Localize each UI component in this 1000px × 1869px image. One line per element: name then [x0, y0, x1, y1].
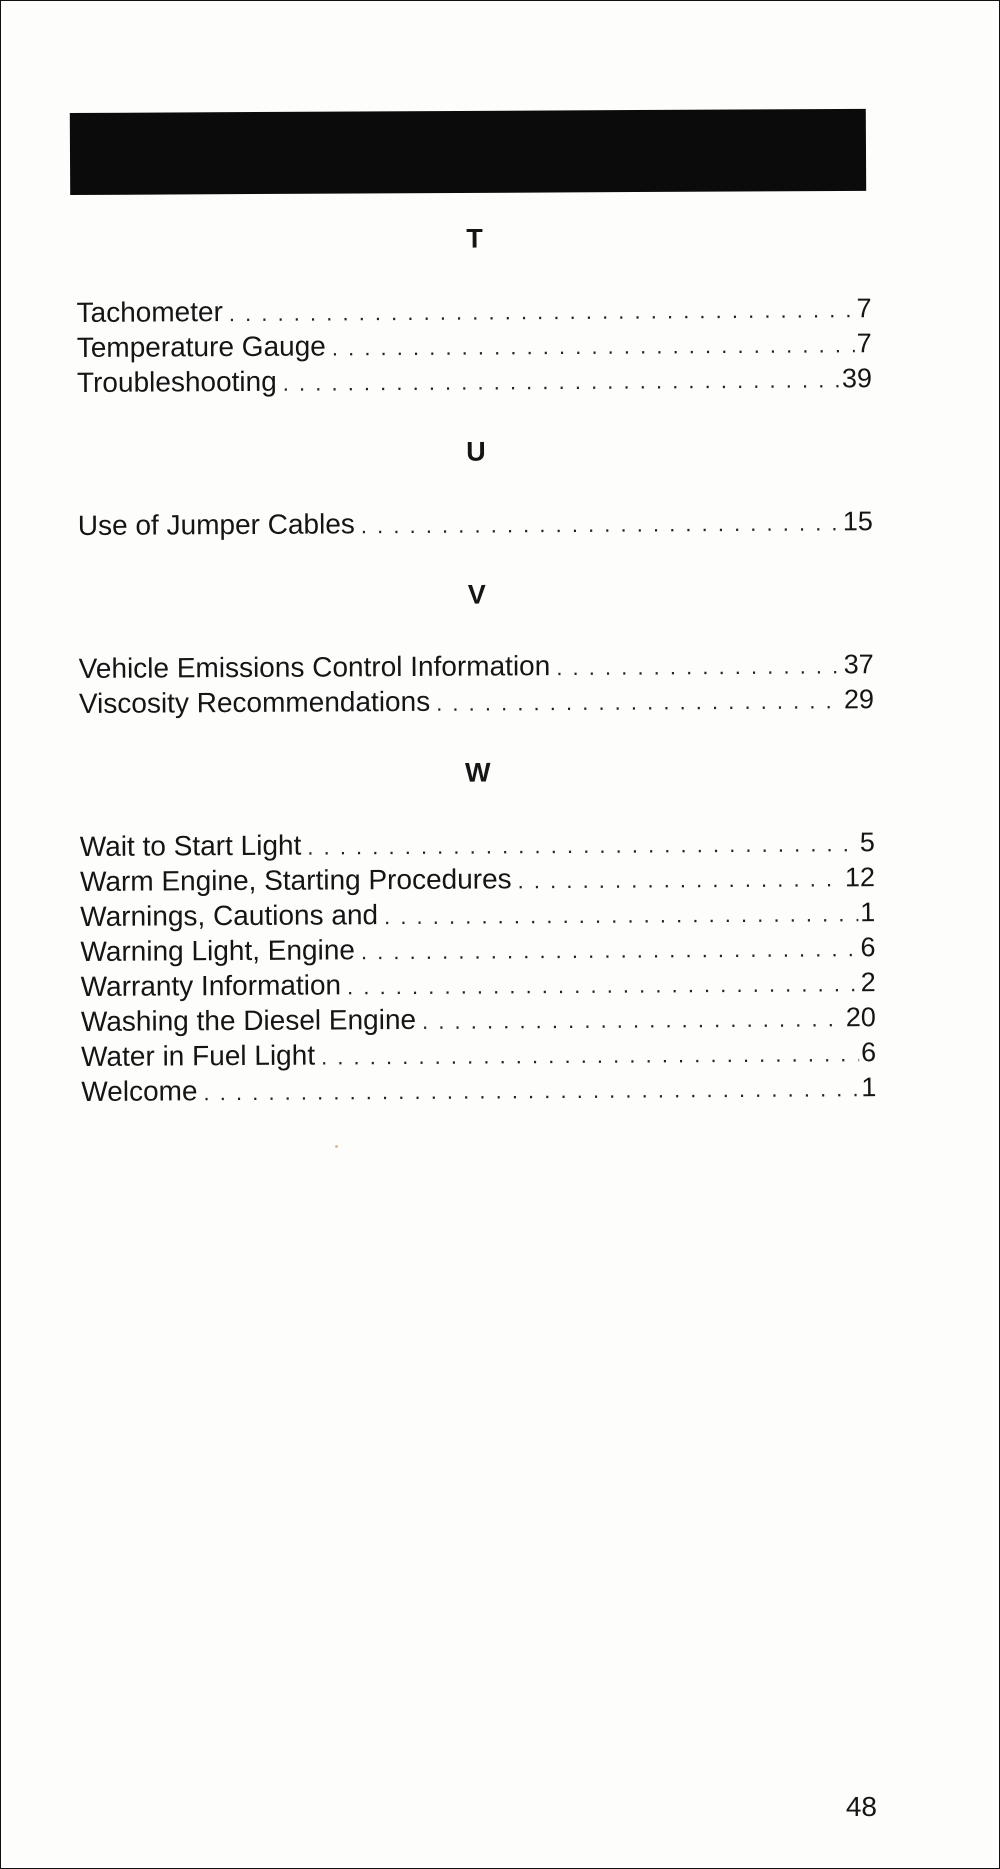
entry-label: Warnings, Cautions and [80, 899, 379, 932]
section-letter: T [466, 223, 483, 254]
entry-page-number: 7 [856, 328, 872, 359]
index-entry [80, 894, 875, 934]
index-entry [81, 1034, 876, 1074]
index-entry [80, 859, 875, 899]
entry-page-number: 6 [860, 932, 876, 963]
entry-list [79, 646, 874, 721]
entry-label: Vehicle Emissions Control Information [78, 650, 551, 684]
entry-page-number: 7 [856, 293, 872, 324]
entry-label: Warning Light, Engine [80, 934, 356, 967]
entry-page-number: 20 [845, 1002, 876, 1033]
entry-page-number: 1 [861, 1072, 877, 1103]
entry-label: Wait to Start Light [79, 829, 302, 862]
entry-label: Temperature Gauge [76, 330, 326, 363]
entry-label: Viscosity Recommendations [78, 685, 431, 719]
index-section-t [76, 216, 872, 434]
entry-page-number: 37 [843, 649, 874, 680]
index-entry [76, 290, 871, 330]
index-section-v [78, 572, 874, 755]
entry-list [80, 824, 877, 1109]
page-number: 48 [845, 1791, 877, 1822]
entry-list [78, 503, 873, 543]
index-entry [81, 1069, 876, 1109]
entry-label: Troubleshooting [76, 365, 277, 398]
entry-label: Water in Fuel Light [81, 1039, 316, 1072]
index-entry [81, 964, 876, 1004]
section-letter: U [466, 436, 486, 467]
dot-leader [229, 292, 855, 331]
entry-label: Welcome [81, 1075, 198, 1107]
entry-label: Washing the Diesel Engine [80, 1003, 417, 1037]
index-section-w [79, 750, 876, 1109]
dot-leader [361, 505, 841, 543]
index-entry [79, 681, 874, 721]
entry-page-number: 39 [841, 363, 873, 394]
dot-leader [347, 966, 859, 1004]
dot-leader [307, 826, 858, 864]
paper-speck [335, 1145, 338, 1148]
index-entry [80, 824, 875, 864]
index-entry [79, 646, 874, 686]
entry-list [76, 290, 872, 400]
entry-page-number: 6 [860, 1037, 877, 1068]
index-entry [78, 503, 873, 543]
index-content [76, 216, 876, 1109]
entry-page-number: 1 [860, 897, 876, 928]
entry-page-number: 5 [859, 827, 875, 858]
dot-leader [332, 327, 855, 365]
dot-leader [361, 931, 859, 969]
dot-leader [436, 683, 842, 720]
entry-label: Tachometer [76, 296, 223, 328]
section-letter: V [467, 579, 486, 610]
index-entry [81, 999, 876, 1039]
header-bar [70, 109, 866, 195]
entry-page-number: 15 [842, 506, 873, 537]
dot-leader [283, 362, 840, 400]
dot-leader [203, 1071, 859, 1110]
dot-leader [556, 648, 842, 685]
index-entry [77, 360, 872, 400]
section-letter: W [465, 757, 491, 788]
index-section-u [77, 429, 873, 577]
entry-label: Use of Jumper Cables [77, 508, 355, 541]
dot-leader [518, 861, 844, 898]
entry-page-number: 29 [843, 684, 875, 715]
index-entry [80, 929, 875, 969]
index-entry [77, 325, 872, 365]
entry-label: Warranty Information [80, 969, 342, 1002]
dot-leader [384, 896, 858, 934]
entry-page-number: 2 [860, 967, 876, 998]
dot-leader [422, 1001, 844, 1039]
dot-leader [321, 1036, 859, 1074]
entry-label: Warm Engine, Starting Procedures [79, 863, 512, 897]
entry-page-number: 12 [844, 862, 876, 893]
